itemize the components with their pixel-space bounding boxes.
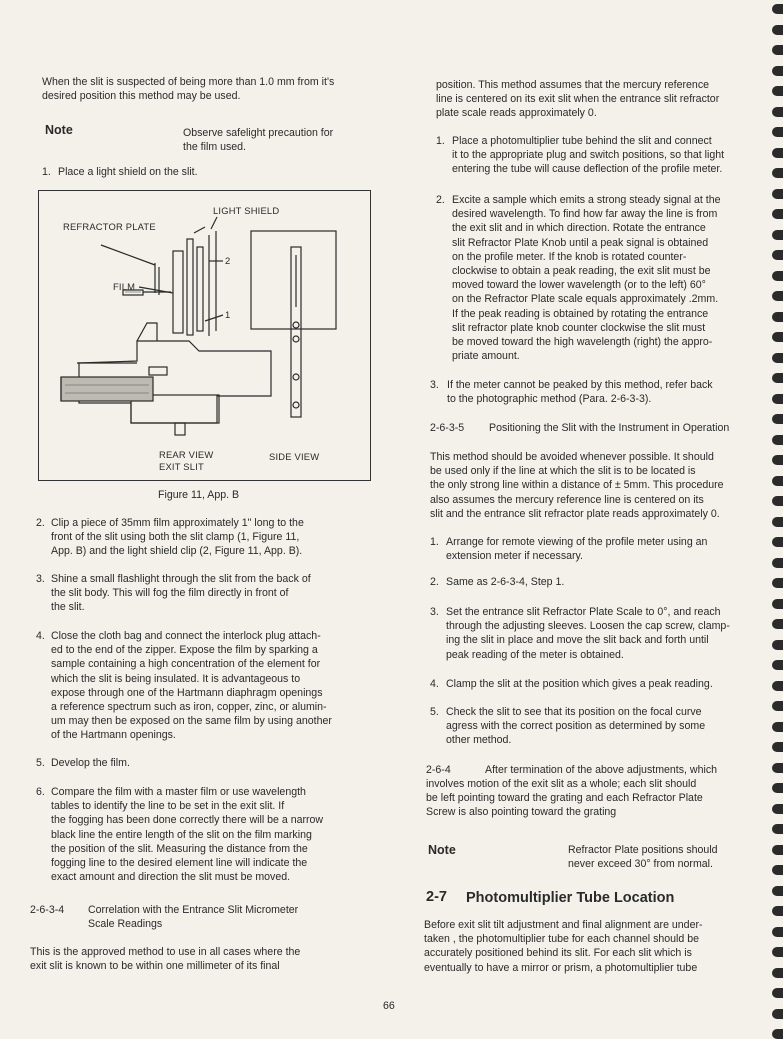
label-rear-view: REAR VIEW EXIT SLIT [159, 449, 214, 472]
binding-ring [772, 189, 783, 199]
s-step-2-text: Same as 2-6-3-4, Step 1. [446, 576, 565, 588]
binding-ring [772, 763, 783, 773]
binding-ring [772, 558, 783, 568]
binding-ring [772, 845, 783, 855]
binding-ring [772, 1029, 783, 1039]
r-step-2-text: Excite a sample which emits a strong steady signal at the desired wavelength. To find how far away the line is from the exit slit and in which direction. Rotate the entrance slit Refractor Plate Knob until a peak signal is obtained on the profile meter. If the knob is rotated counter- clockwise to obtain a peak reading, the exit slit must be moved toward the lower wavelength (or to the left) 60° on the Refractor Plate scale equals approximately .2mm. If the peak reading is obtained by rotating the entrance slit refractor plate knob counter clockwise the slit must be moved toward the high wavelength (right) the appro- priate amount. [452, 194, 721, 363]
binding-ring [772, 783, 783, 793]
step-2-text: Clip a piece of 35mm film approximately 1" long to the front of the slit using both the slit clamp (1, Figure 11, App. B) and the light shield clip (2, Figure 11, App. B). [51, 517, 304, 558]
binding-ring [772, 701, 783, 711]
binding-ring [772, 353, 783, 363]
step-number: 2. [36, 517, 45, 529]
step-number: 3. [36, 573, 45, 585]
step-4-text: Close the cloth bag and connect the interlock plug attach- ed to the end of the zipper. Expose the film by sparking a sample containing a high concentration of the element for which the slit is being insulated. It is advantageous to expose through one of the Hartmann diaphragm openings a reference spectrum such as iron, copper, zinc, or alumin- um may then be exposed on the same film by using another of the Hartmann openings. [51, 630, 332, 742]
note-text: Observe safelight precaution for the film used. [183, 127, 334, 154]
binding-ring [772, 578, 783, 588]
binding-ring [772, 988, 783, 998]
binding-ring [772, 25, 783, 35]
page-number: 66 [383, 1000, 395, 1012]
binding-ring [772, 168, 783, 178]
step-number: 2. [430, 576, 439, 588]
step-number: 5. [430, 706, 439, 718]
binding-ring [772, 619, 783, 629]
binding-ring [772, 722, 783, 732]
step-number: 3. [430, 379, 439, 391]
binding-ring [772, 332, 783, 342]
binding-ring [772, 414, 783, 424]
step-3-text: Shine a small flashlight through the slit from the back of the slit body. This will fog the film directly in front of the slit. [51, 573, 311, 614]
step-number: 3. [430, 606, 439, 618]
before-paragraph: Before exit slit tilt adjustment and final alignment are under- taken , the photomultiplier tube for each channel should be accurately positioned behind its slit. For each slit which is eventually to have a mirror or prism, a photomultiplier tube [424, 919, 703, 974]
binding-ring [772, 455, 783, 465]
s-step-4-text: Clamp the slit at the position which gives a peak reading. [446, 678, 713, 690]
intro-paragraph: When the slit is suspected of being more than 1.0 mm from it's desired position this method may be used. [42, 76, 335, 103]
binding-ring [772, 947, 783, 957]
binding-ring [772, 230, 783, 240]
binding-ring [772, 681, 783, 691]
step-number: 5. [36, 757, 45, 769]
binding-ring [772, 906, 783, 916]
s-step-3-text: Set the entrance slit Refractor Plate Scale to 0°, and reach through the adjusting sleeves. Loosen the cap screw, clamp- ing the slit in place and move the slit back and forth until peak reading of the meter is obtained. [446, 606, 730, 661]
binding-ring [772, 742, 783, 752]
slit-diagram [39, 191, 370, 480]
section-number: 2-6-4 [426, 764, 451, 776]
binding-ring [772, 1009, 783, 1019]
label-side-view: SIDE VIEW [269, 451, 320, 462]
section-number: 2-7 [426, 889, 447, 905]
binding-ring [772, 640, 783, 650]
section-heading: Photomultiplier Tube Location [466, 890, 675, 906]
binding-ring [772, 599, 783, 609]
callout-1: 1 [225, 309, 231, 320]
section-2-6-4-first-line: After termination of the above adjustments, which [485, 764, 718, 776]
binding-ring [772, 45, 783, 55]
note-text: Refractor Plate positions should never exceed 30° from normal. [568, 844, 718, 871]
step-number: 1. [436, 135, 445, 147]
binding-ring [772, 865, 783, 875]
binding-ring [772, 4, 783, 14]
binding-ring [772, 496, 783, 506]
figure-caption: Figure 11, App. B [158, 489, 240, 501]
binding-ring [772, 107, 783, 117]
binding-ring [772, 373, 783, 383]
section-2-6-3-5-title: Positioning the Slit with the Instrument in Operation [489, 422, 730, 434]
step-number: 2. [436, 194, 445, 206]
binding-ring [772, 968, 783, 978]
step-6-text: Compare the film with a master film or use wavelength tables to identify the line to be set in the exit slit. If the fogging has been done correctly there will be a narrow black line the entire length of the slit on the film marking the position of the slit. Measuring the distance from the fogging line to the desired element line will indicate the exact amount and direction the slit must be moved. [51, 786, 324, 884]
binding-ring [772, 804, 783, 814]
step-5-text: Develop the film. [51, 757, 130, 769]
binding-ring [772, 209, 783, 219]
binding-ring [772, 312, 783, 322]
binding-ring [772, 271, 783, 281]
binding-ring [772, 517, 783, 527]
step-number: 4. [36, 630, 45, 642]
section-number: 2-6-3-4 [30, 904, 65, 916]
figure-11 [38, 190, 371, 481]
label-film: FILM [113, 281, 136, 292]
binding-ring [772, 476, 783, 486]
r-step-1-text: Place a photomultiplier tube behind the slit and connect it to the appropriate plug and switch positions, so that light entering the tube will cause deflection of the profile meter. [452, 135, 725, 176]
binding-ring [772, 66, 783, 76]
step-number: 1. [42, 166, 51, 178]
avoid-paragraph: This method should be avoided whenever possible. It should be used only if the line at which the slit is to be located is the only strong line within a distance of ± 5mm. This procedure also assumes the mercury reference line is centered on its slit and the entrance slit refractor plate reads approximately 0. [430, 451, 724, 520]
binding-ring [772, 250, 783, 260]
binding-ring [772, 824, 783, 834]
binding-ring [772, 291, 783, 301]
section-number: 2-6-3-5 [430, 422, 465, 434]
section-2-6-4-text: involves motion of the exit slit as a whole; each slit should be left pointing toward the grating and each Refractor Plate Screw is also pointing toward the grating [426, 778, 703, 819]
approved-paragraph: This is the approved method to use in all cases where the exit slit is known to be within one millimeter of its final [30, 946, 301, 973]
step-1-text: Place a light shield on the slit. [58, 166, 198, 178]
binding-ring [772, 927, 783, 937]
step-number: 6. [36, 786, 45, 798]
binding-ring [772, 148, 783, 158]
callout-2: 2 [225, 255, 231, 266]
step-number: 4. [430, 678, 439, 690]
binding-ring [772, 886, 783, 896]
continued-paragraph: position. This method assumes that the mercury reference line is centered on its exit slit when the entrance slit refractor plate scale reads approximately 0. [436, 79, 720, 120]
label-light-shield: LIGHT SHIELD [213, 205, 280, 216]
binding-ring [772, 435, 783, 445]
binding-ring [772, 127, 783, 137]
note-label: Note [45, 123, 73, 137]
step-number: 1. [430, 536, 439, 548]
spiral-binding [769, 0, 783, 1036]
binding-ring [772, 537, 783, 547]
s-step-1-text: Arrange for remote viewing of the profile meter using an extension meter if necessary. [446, 536, 708, 563]
s-step-5-text: Check the slit to see that its position on the focal curve agress with the correct position as determined by some other method. [446, 706, 706, 747]
binding-ring [772, 86, 783, 96]
r-step-3-text: If the meter cannot be peaked by this method, refer back to the photographic method (Para. 2-6-3-3). [447, 379, 713, 406]
binding-ring [772, 660, 783, 670]
note-label: Note [428, 843, 456, 857]
label-refractor-plate: REFRACTOR PLATE [63, 221, 156, 232]
binding-ring [772, 394, 783, 404]
section-2-6-3-4-title: Correlation with the Entrance Slit Micrometer Scale Readings [88, 904, 299, 931]
